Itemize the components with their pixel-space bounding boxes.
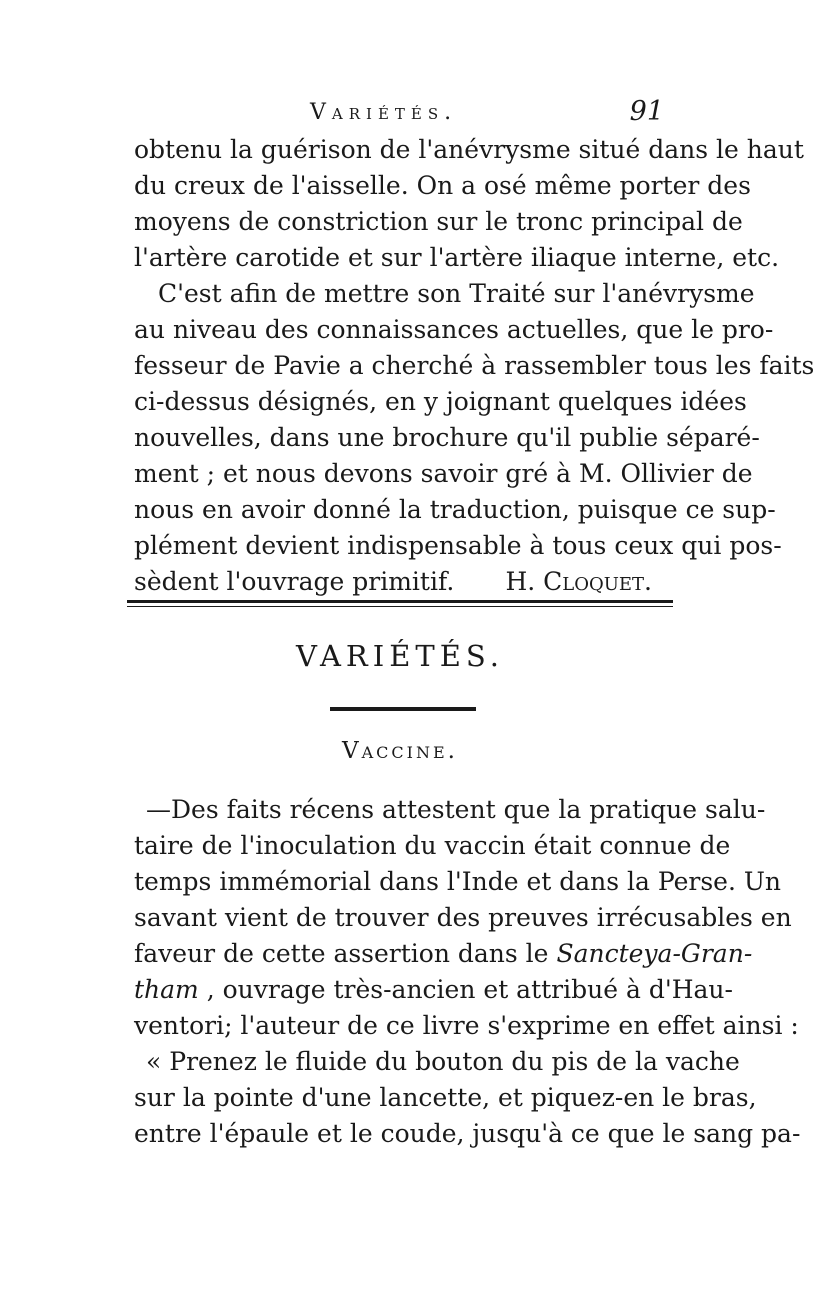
signature-line — [134, 566, 674, 598]
text-line: nous en avoir donné la traduction, puisque ce sup- — [134, 495, 776, 524]
text-line: sur la pointe d'une lancette, et piquez-en le bras, — [134, 1083, 757, 1112]
author-signature: H. Cloquet. — [505, 567, 652, 596]
text-segment: faveur de cette assertion dans le — [134, 939, 557, 968]
text-line: du creux de l'aisselle. On a osé même porter des — [134, 171, 751, 200]
running-title: Variétés. — [310, 100, 458, 125]
text-line: sèdent l'ouvrage primitif. — [134, 567, 455, 596]
text-line: C'est afin de mettre son Traité sur l'anévrysme — [158, 279, 755, 308]
book-title-italic: Sancteya-Gran- — [556, 939, 753, 968]
text-line: « Prenez le fluide du bouton du pis de la vache — [146, 1047, 740, 1076]
title-rule — [330, 707, 476, 711]
running-head — [130, 96, 670, 136]
text-segment: , ouvrage très-ancien et attribué à d'Hau- — [198, 975, 733, 1004]
text-line: savant vient de trouver des preuves irrécusables en — [134, 903, 792, 932]
text-line: l'artère carotide et sur l'artère iliaque interne, etc. — [134, 243, 780, 272]
text-line: fesseur de Pavie a cherché à rassembler tous les faits — [134, 351, 814, 380]
text-line: taire de l'inoculation du vaccin était connue de — [134, 831, 731, 860]
text-line: plément devient indispensable à tous ceux qui pos- — [134, 531, 782, 560]
text-line: entre l'épaule et le coude, jusqu'à ce que le sang pa- — [134, 1119, 801, 1148]
text-line: au niveau des connaissances actuelles, que le pro- — [134, 315, 774, 344]
text-line: moyens de constriction sur le tronc principal de — [134, 207, 743, 236]
text-line: ci-dessus désignés, en y joignant quelques idées — [134, 387, 747, 416]
text-line — [134, 974, 733, 1006]
text-line — [134, 938, 753, 970]
page-number: 91 — [629, 96, 664, 127]
text-line: —Des faits récens attestent que la pratique salu- — [146, 795, 766, 824]
text-line: ment ; et nous devons savoir gré à M. Ollivier de — [134, 459, 753, 488]
text-line: temps immémorial dans l'Inde et dans la Perse. Un — [134, 867, 782, 896]
text-line: ventori; l'auteur de ce livre s'exprime en effet ainsi : — [134, 1011, 799, 1040]
section-divider — [127, 600, 673, 609]
text-line: obtenu la guérison de l'anévrysme situé dans le haut — [134, 135, 804, 164]
subsection-title: Vaccine. — [342, 738, 458, 764]
text-line: nouvelles, dans une brochure qu'il publie séparé- — [134, 423, 760, 452]
book-title-italic: tham — [134, 975, 199, 1004]
section-title: VARIÉTÉS. — [296, 639, 504, 673]
